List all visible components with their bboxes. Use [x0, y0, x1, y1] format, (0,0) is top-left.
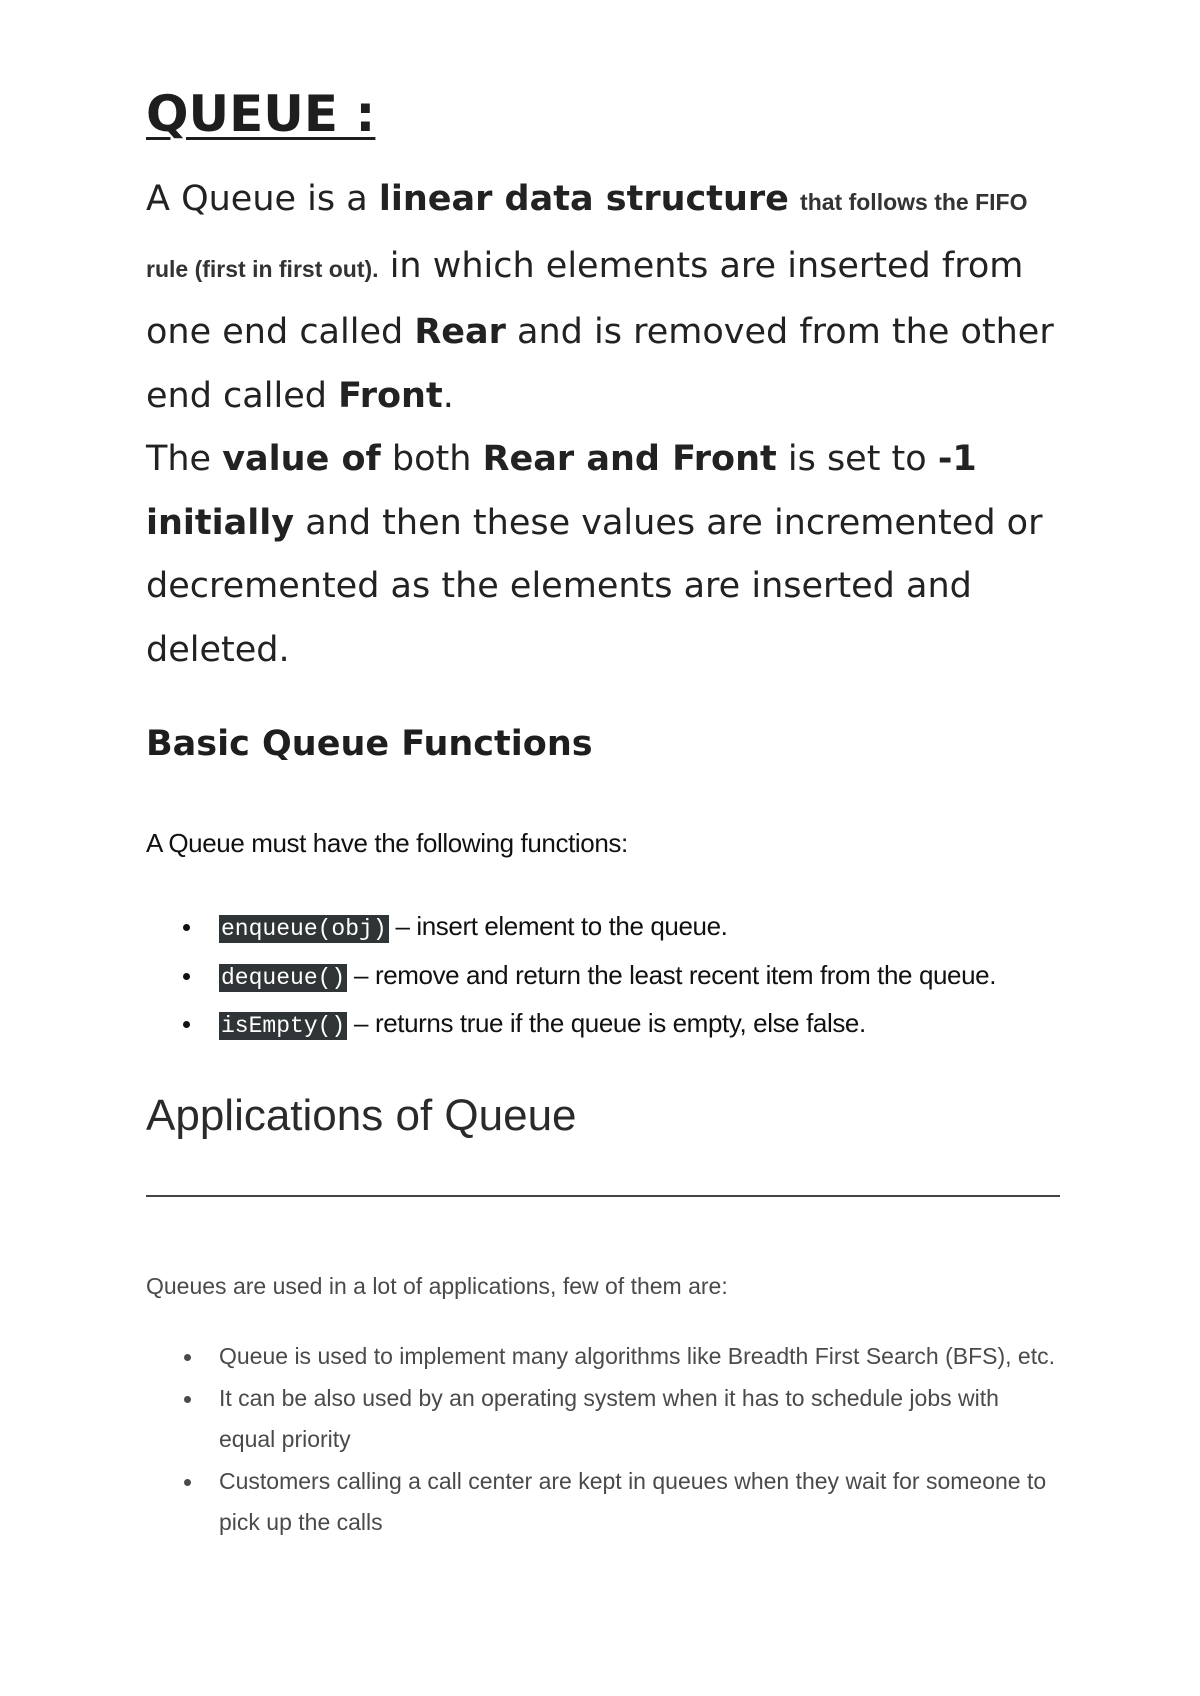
intro-space	[789, 179, 800, 219]
function-list	[146, 908, 996, 1054]
application-text: Queue is used to implement many algorithms like Breadth First Search (BFS), etc.	[219, 1343, 1055, 1369]
intro-text: in which elements are inserted from one end called	[146, 245, 1024, 352]
intro-bold-front: Front	[338, 375, 443, 416]
intro-bold-rear: Rear	[414, 312, 506, 352]
list-item	[146, 1378, 1066, 1461]
bullet-icon	[183, 973, 190, 980]
applications-list	[146, 1336, 1066, 1544]
bullet-icon	[184, 1354, 191, 1361]
intro-text: .	[442, 375, 454, 416]
intro-text: The	[146, 439, 223, 479]
intro-bold-linear: linear data structure	[378, 179, 789, 219]
intro-text: is set to	[776, 439, 938, 479]
code-snippet: enqueue(obj)	[221, 916, 387, 942]
applications-heading: Applications of Queue	[146, 1091, 577, 1140]
bullet-icon	[183, 1021, 190, 1028]
function-description: – insert element to the queue.	[388, 911, 728, 941]
intro-fifo-note: that follows the FIFO rule (first in first out).	[146, 189, 1028, 282]
intro-text: both	[380, 439, 483, 479]
code-snippet: dequeue()	[221, 964, 346, 991]
intro-bold-initial: -1 initially	[146, 439, 977, 543]
list-item	[146, 1336, 1066, 1378]
intro-bold-value: value of	[222, 439, 381, 479]
function-description: – remove and return the least recent item from the queue.	[347, 959, 997, 990]
list-item	[146, 1461, 1066, 1544]
bullet-icon	[183, 924, 190, 931]
intro-paragraph	[146, 168, 1076, 682]
page-title: QUEUE :	[146, 85, 376, 143]
bullet-icon	[184, 1479, 191, 1486]
basic-functions-heading: Basic Queue Functions	[146, 724, 593, 764]
list-item	[146, 1005, 996, 1054]
bullet-icon	[184, 1396, 191, 1403]
applications-lead: Queues are used in a lot of applications, few of them are:	[146, 1273, 728, 1299]
application-text: It can be also used by an operating system when it has to schedule jobs with equal priority	[219, 1384, 999, 1452]
function-description: – returns true if the queue is empty, else false.	[347, 1008, 866, 1038]
code-snippet: isEmpty()	[221, 1013, 346, 1039]
intro-text: and then these values are incremented or decremented as the elements are inserted and deleted.	[146, 502, 1043, 670]
basic-functions-lead: A Queue must have the following functions:	[146, 828, 628, 858]
intro-bold-rear-front: Rear and Front	[482, 439, 777, 479]
horizontal-divider	[146, 1195, 1060, 1197]
intro-text: and is removed from the other end called	[146, 312, 1054, 416]
intro-text: A Queue is a	[146, 179, 379, 219]
list-item	[146, 957, 996, 1006]
application-text: Customers calling a call center are kept in queues when they wait for someone to pick up the calls	[219, 1467, 1047, 1535]
list-item	[146, 908, 996, 957]
